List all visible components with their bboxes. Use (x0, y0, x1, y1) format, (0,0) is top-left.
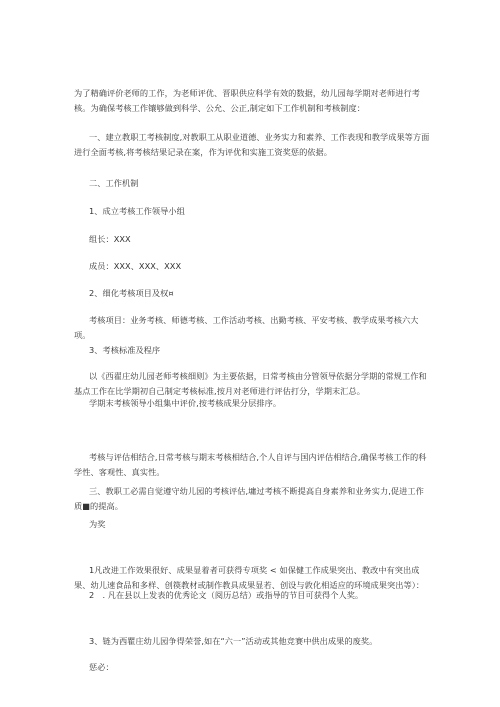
penalties-heading: 惩必： (89, 662, 114, 672)
group-leader: 组长：XXX (89, 234, 131, 244)
semester-end-paragraph: 学期末考核领导小组集中评价,按考核成果分层排序。 (89, 398, 282, 408)
rewards-heading: 为奖 (89, 519, 106, 529)
reward-item-2: 2 . 凡在县以上发表的优秀论文（阅历总结）或指导的节目可获得个人奖。 (89, 590, 364, 600)
reward-item-1: 1凡改进工作效果很好、成果显着者可获得专项奖 < 如保健工作成果突出、教改中有突出成果、幼儿速食品和多样、创篌教材或制作教具成果显若、创设与敦化相适应的环境成果突出等）： (74, 565, 425, 590)
group-members: 成员：XXX、XXX、XXX (89, 261, 182, 271)
intro-paragraph: 为了精确评价老师的工作，为老师评优、晋职供应科学有效的数据，幼儿园每学期对老师进行考核。为确保考核工作镶够做到科学、公允、公正,制定如下工作机制和考核制度： (74, 88, 420, 113)
item-2-heading: 2、细化考核项目及权¤ (89, 288, 174, 298)
standards-paragraph: 以《西翟庄幼儿园老师考核细则》为主要依据，日常考核由分管领导依据分学期的常规工作和基点工作在比学期初自己制定考核标准,按月对老师进行评估打分，学期末汇总。 (74, 371, 427, 396)
item-3-heading: 3、考核标准及程序 (89, 345, 161, 355)
assessment-items: 考核项目：业务考核、师德考核、工作活动考核、出勤考核、平安考核、教学成果考核六大项。 (74, 315, 419, 340)
section-three-paragraph: 三、教职工必需自觉遵守幼儿园的考核评估,墉过考核不断提高自身素养和业务实力,促进工作质■的提高。 (74, 486, 424, 511)
section-one-paragraph: 一、建立教职工考核制度,对教职工从职业道德、业务实力和素养、工作表现和教学成果等方面进行全面考核,将考核结果记录在案，作为评优和实施工资奖惩的依据。 (74, 132, 430, 157)
reward-item-3: 3、链为西瞿庄幼儿园争得荣誉,如在“六一”活动或其他竞赛中供出成果的废奖。 (89, 636, 378, 646)
item-1-heading: 1、成立考核工作领导小组 (89, 206, 185, 216)
section-two-heading: 二、工作机制 (89, 178, 139, 188)
combined-assessment-paragraph: 考核与评估相结合,日常考核与期末考核相结合,个人自评与国内评估相结合,确保考核工作的科学性、客观性、真实性。 (74, 452, 427, 477)
